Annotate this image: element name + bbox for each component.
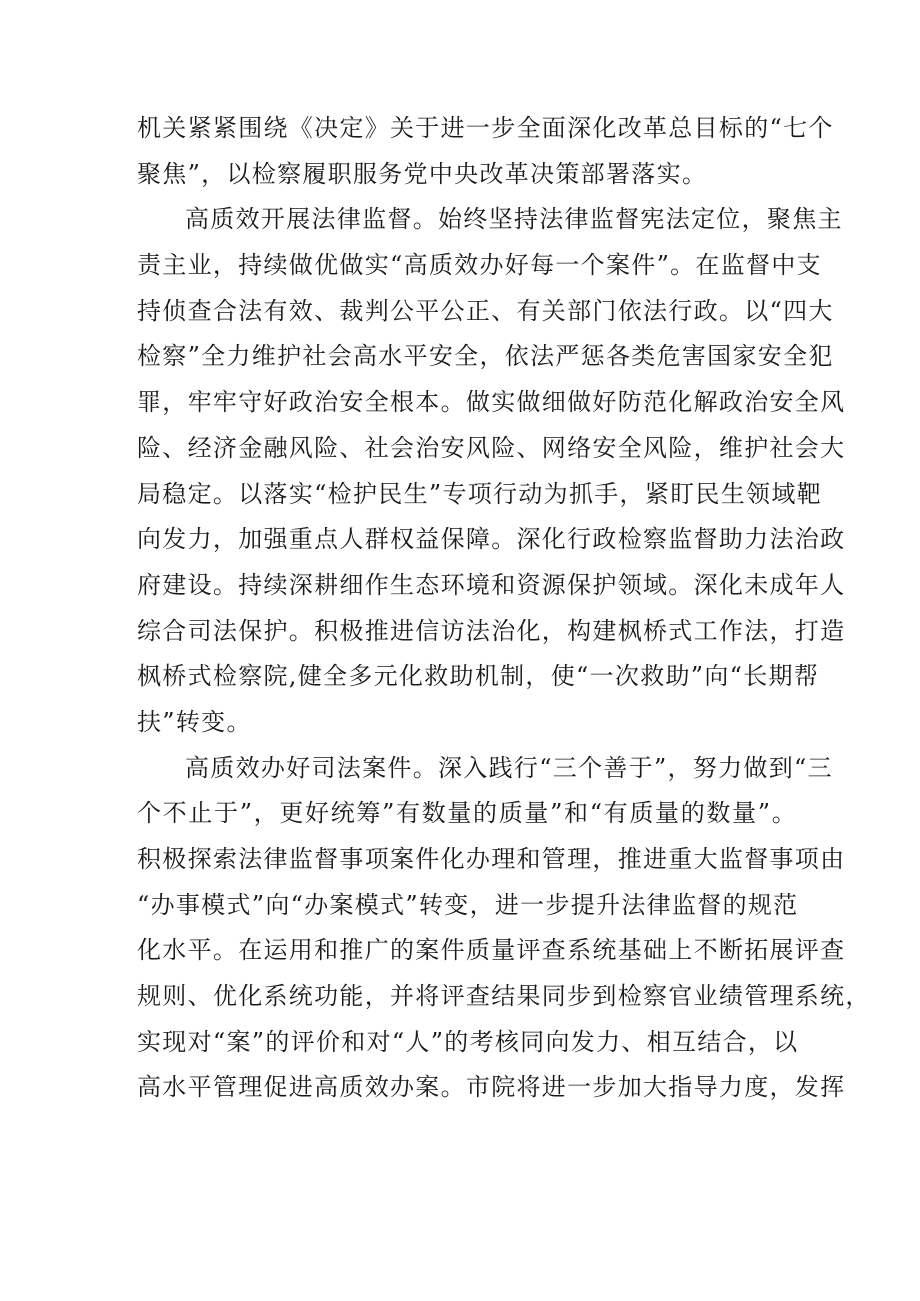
text-line: 综合司法保护。积极推进信访法治化，构建枫桥式工作法，打造 bbox=[137, 616, 846, 645]
text-line: 高质效办好司法案件。深入践行“三个善于”，努力做到“三 bbox=[185, 753, 833, 782]
paragraph-continuation bbox=[137, 106, 834, 197]
paragraph-legal-supervision bbox=[137, 197, 846, 745]
text-line: 检察”全力维护社会高水平安全，依法严惩各类危害国家安全犯 bbox=[137, 342, 834, 371]
text-line: 险、经济金融风险、社会治安风险、网络安全风险，维护社会大 bbox=[137, 433, 846, 462]
text-line: 高水平管理促进高质效办案。市院将进一步加大指导力度，发挥 bbox=[137, 1073, 846, 1102]
text-line: “办事模式”向“办案模式”转变，进一步提升法律监督的规范 bbox=[137, 890, 799, 919]
text-line: 责主业，持续做优做实“高质效办好每一个案件”。在监督中支 bbox=[137, 251, 822, 280]
text-line: 向发力，加强重点人群权益保障。深化行政检察监督助力法治政 bbox=[137, 525, 846, 554]
text-line: 局稳定。以落实“检护民生”专项行动为抓手，紧盯民生领域靶 bbox=[137, 479, 822, 508]
text-line: 实现对“案”的评价和对“人”的考核同向发力、相互结合，以 bbox=[137, 1027, 799, 1056]
document-body bbox=[137, 106, 871, 1111]
text-line: 高质效开展法律监督。始终坚持法律监督宪法定位，聚焦主 bbox=[185, 205, 843, 234]
text-line: 规则、优化系统功能，并将评查结果同步到检察官业绩管理系统， bbox=[137, 982, 871, 1011]
text-line: 罪，牢牢守好政治安全根本。做实做细做好防范化解政治安全风 bbox=[137, 388, 846, 417]
text-line: 扶”转变。 bbox=[137, 707, 252, 736]
text-line: 持侦查合法有效、裁判公平公正、有关部门依法行政。以“四大 bbox=[137, 296, 834, 325]
paragraph-judicial-cases bbox=[137, 746, 871, 1112]
text-line: 个不止于”，更好统筹”有数量的质量”和“有质量的数量”。 bbox=[137, 799, 797, 828]
text-line: 化水平。在运用和推广的案件质量评查系统基础上不断拓展评查 bbox=[137, 936, 846, 965]
text-line: 府建设。持续深耕细作生态环境和资源保护领域。深化未成年人 bbox=[137, 570, 846, 599]
text-line: 积极探索法律监督事项案件化办理和管理，推进重大监督事项由 bbox=[137, 845, 846, 873]
text-line: 机关紧紧围绕《决定》关于进一步全面深化改革总目标的“七个 bbox=[137, 114, 834, 142]
text-line: 枫桥式检察院,健全多元化救助机制，使“一次救助”向“长期帮 bbox=[137, 662, 820, 691]
text-line: 聚焦”，以检察履职服务党中央改革决策部署落实。 bbox=[137, 159, 708, 188]
